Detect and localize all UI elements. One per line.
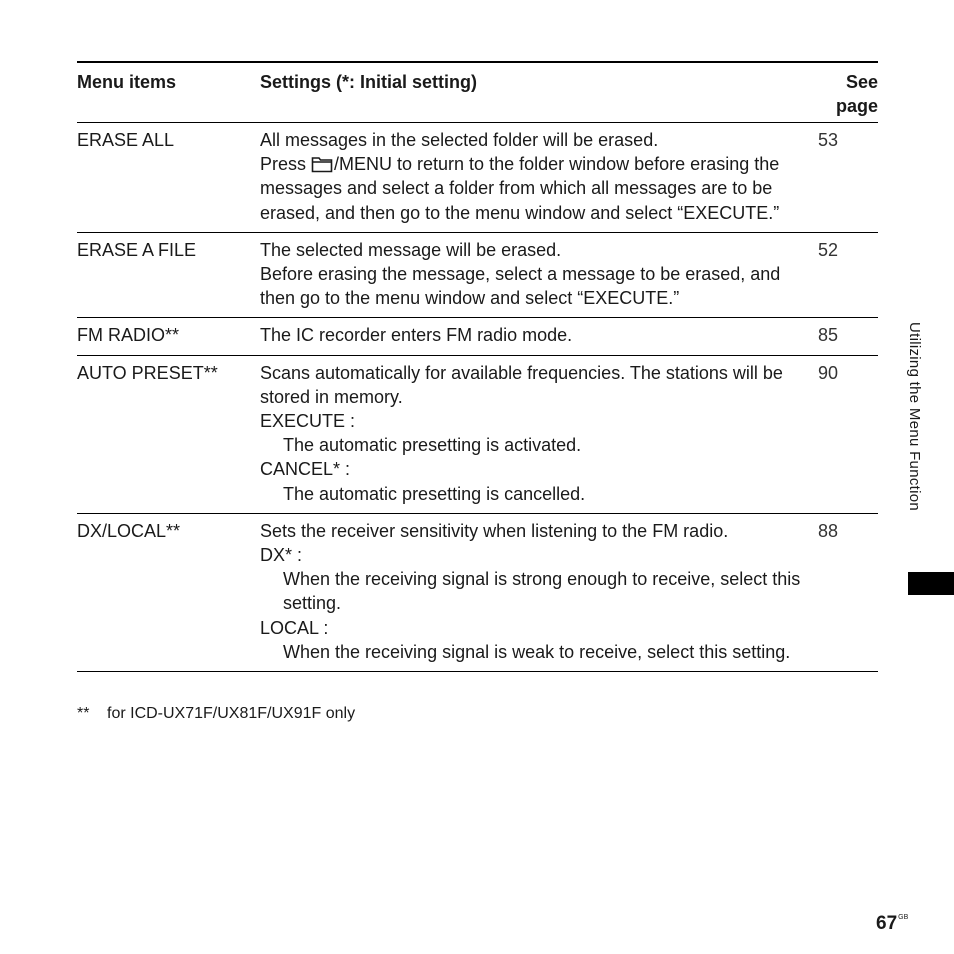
menu-item-name: DX/LOCAL** (77, 520, 181, 541)
setting-description (260, 152, 812, 225)
option-label: CANCEL* : (260, 459, 351, 480)
page-number-suffix: GB (898, 914, 909, 921)
header-menu-items: Menu items (77, 72, 177, 92)
menu-item-name: ERASE ALL (77, 130, 175, 150)
page-number (876, 906, 908, 936)
setting-cell (260, 232, 812, 318)
header-see-page: See page (835, 72, 878, 116)
setting-cell (260, 123, 812, 233)
see-page-number: 52 (818, 239, 839, 260)
menu-item-name: AUTO PRESET** (77, 362, 218, 383)
option-label: LOCAL : (260, 617, 329, 638)
setting-title: The IC recorder enters FM radio mode. (260, 325, 573, 346)
setting-text-after-icon: /MENU to return to the folder window before erasing the messages and select a folder from which all messages are to be erased, and then go to the menu window and select “EXECUTE.” (260, 154, 780, 223)
option-description: The automatic presetting is cancelled. (283, 483, 586, 504)
footnote (77, 703, 355, 725)
setting-title: Scans automatically for available frequencies. The stations will be stored in memory. (260, 362, 783, 407)
menu-settings-table (77, 61, 878, 672)
setting-description: Before erasing the message, select a message to be erased, and then go to the menu window and select “EXECUTE.” (260, 264, 781, 309)
menu-item-name: FM RADIO** (77, 325, 180, 346)
setting-cell (260, 355, 812, 513)
table-row (77, 355, 878, 513)
setting-title: Sets the receiver sensitivity when listening to the FM radio. (260, 520, 729, 541)
option-label: EXECUTE : (260, 411, 356, 432)
see-page-number: 53 (818, 130, 839, 150)
option-label: DX* : (260, 545, 303, 566)
option-description: The automatic presetting is activated. (283, 435, 582, 456)
table-row (77, 318, 878, 355)
menu-item-name: ERASE A FILE (77, 239, 197, 260)
footnote-text: for ICD-UX71F/UX81F/UX91F only (107, 705, 356, 722)
setting-text-before-icon: Press (260, 154, 312, 175)
table-row (77, 232, 878, 318)
setting-cell (260, 513, 812, 671)
table-row (77, 123, 878, 233)
folder-icon (311, 156, 333, 173)
table-row (77, 513, 878, 671)
page-number-value: 67 (876, 913, 898, 934)
option-description: When the receiving signal is weak to receive, select this setting. (283, 641, 791, 662)
see-page-number: 88 (818, 520, 839, 541)
option-description: When the receiving signal is strong enough to receive, select this setting. (283, 569, 801, 614)
see-page-number: 85 (818, 325, 839, 346)
section-side-label: Utilizing the Menu Function (906, 322, 923, 512)
footnote-mark: ** (77, 705, 90, 722)
header-settings: Settings (*: Initial setting) (260, 72, 478, 92)
section-tab-marker (908, 572, 954, 595)
see-page-number: 90 (818, 362, 839, 383)
setting-cell (260, 318, 812, 355)
menu-table-container (77, 61, 878, 672)
setting-title: The selected message will be erased. (260, 239, 562, 260)
setting-title: All messages in the selected folder will be erased. (260, 130, 659, 150)
table-header-row (77, 62, 878, 123)
